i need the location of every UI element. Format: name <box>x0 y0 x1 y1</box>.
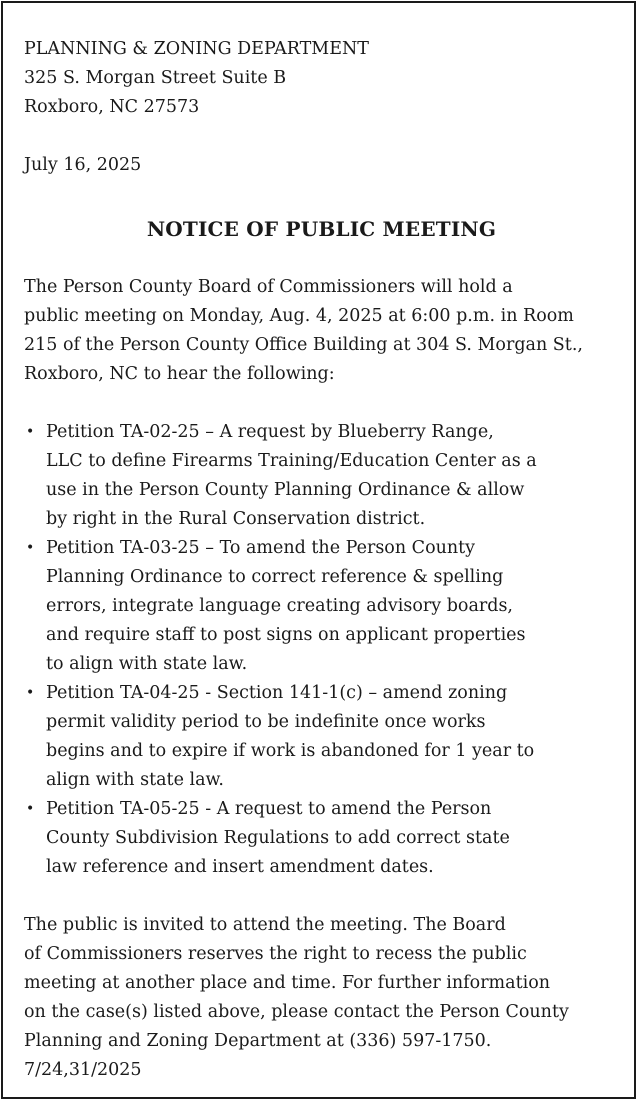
petition-line: and require staff to post signs on applicant properties <box>46 625 526 645</box>
petition-line: by right in the Rural Conservation district. <box>46 509 426 529</box>
intro-paragraph <box>24 273 619 389</box>
notice-date: July 16, 2025 <box>24 155 142 175</box>
spacer <box>24 250 619 273</box>
closing-line: Planning and Zoning Department at (336) 597-1750. <box>24 1031 492 1051</box>
petition-line: use in the Person County Planning Ordinance & allow <box>46 480 525 500</box>
bullet-icon: • <box>26 685 35 701</box>
intro-line: public meeting on Monday, Aug. 4, 2025 at 6:00 p.m. in Room <box>24 306 574 326</box>
petition-line: Petition TA-03-25 – To amend the Person County <box>46 538 476 558</box>
petition-line: permit validity period to be indefinite once works <box>46 712 486 732</box>
petition-line: Petition TA-05-25 - A request to amend the Person <box>46 799 492 819</box>
petition-line: begins and to expire if work is abandoned for 1 year to <box>46 741 535 761</box>
bullet-icon: • <box>26 801 35 817</box>
intro-line: 215 of the Person County Office Building at 304 S. Morgan St., <box>24 335 583 355</box>
closing-line: meeting at another place and time. For further information <box>24 973 551 993</box>
notice-title: NOTICE OF PUBLIC MEETING <box>146 217 497 241</box>
bullet-icon: • <box>26 540 35 556</box>
address-line-1: 325 S. Morgan Street Suite B <box>24 68 287 88</box>
petition-line: Petition TA-04-25 - Section 141-1(c) – amend zoning <box>46 683 508 703</box>
petition-item <box>24 418 619 534</box>
spacer <box>24 882 619 911</box>
petition-line: Petition TA-02-25 – A request by Blueberry Range, <box>46 422 494 442</box>
publication-dates: 7/24,31/2025 <box>24 1060 142 1080</box>
address-line-2: Roxboro, NC 27573 <box>24 97 200 117</box>
petition-line: Planning Ordinance to correct reference & spelling <box>46 567 504 587</box>
petition-line: align with state law. <box>46 770 224 790</box>
department-name: PLANNING & ZONING DEPARTMENT <box>24 39 369 59</box>
spacer <box>24 180 619 209</box>
petition-line: law reference and insert amendment dates. <box>46 857 434 877</box>
closing-line: of Commissioners reserves the right to recess the public <box>24 944 527 964</box>
petition-line: LLC to define Firearms Training/Education Center as a <box>46 451 537 471</box>
petition-item <box>24 534 619 679</box>
petition-item <box>24 795 619 882</box>
petition-line: County Subdivision Regulations to add correct state <box>46 828 510 848</box>
public-notice <box>1 1 636 1099</box>
intro-line: The Person County Board of Commissioners will hold a <box>24 277 513 297</box>
intro-line: Roxboro, NC to hear the following: <box>24 364 335 384</box>
petition-line: to align with state law. <box>46 654 248 674</box>
bullet-icon: • <box>26 424 35 440</box>
notice-content <box>24 35 619 1085</box>
department-header <box>24 35 619 122</box>
petition-line: errors, integrate language creating advisory boards, <box>46 596 513 616</box>
petition-item <box>24 679 619 795</box>
petition-list <box>24 418 619 882</box>
spacer <box>24 389 619 418</box>
closing-paragraph <box>24 911 619 1056</box>
spacer <box>24 122 619 151</box>
closing-line: on the case(s) listed above, please contact the Person County <box>24 1002 569 1022</box>
closing-line: The public is invited to attend the meeting. The Board <box>24 915 506 935</box>
